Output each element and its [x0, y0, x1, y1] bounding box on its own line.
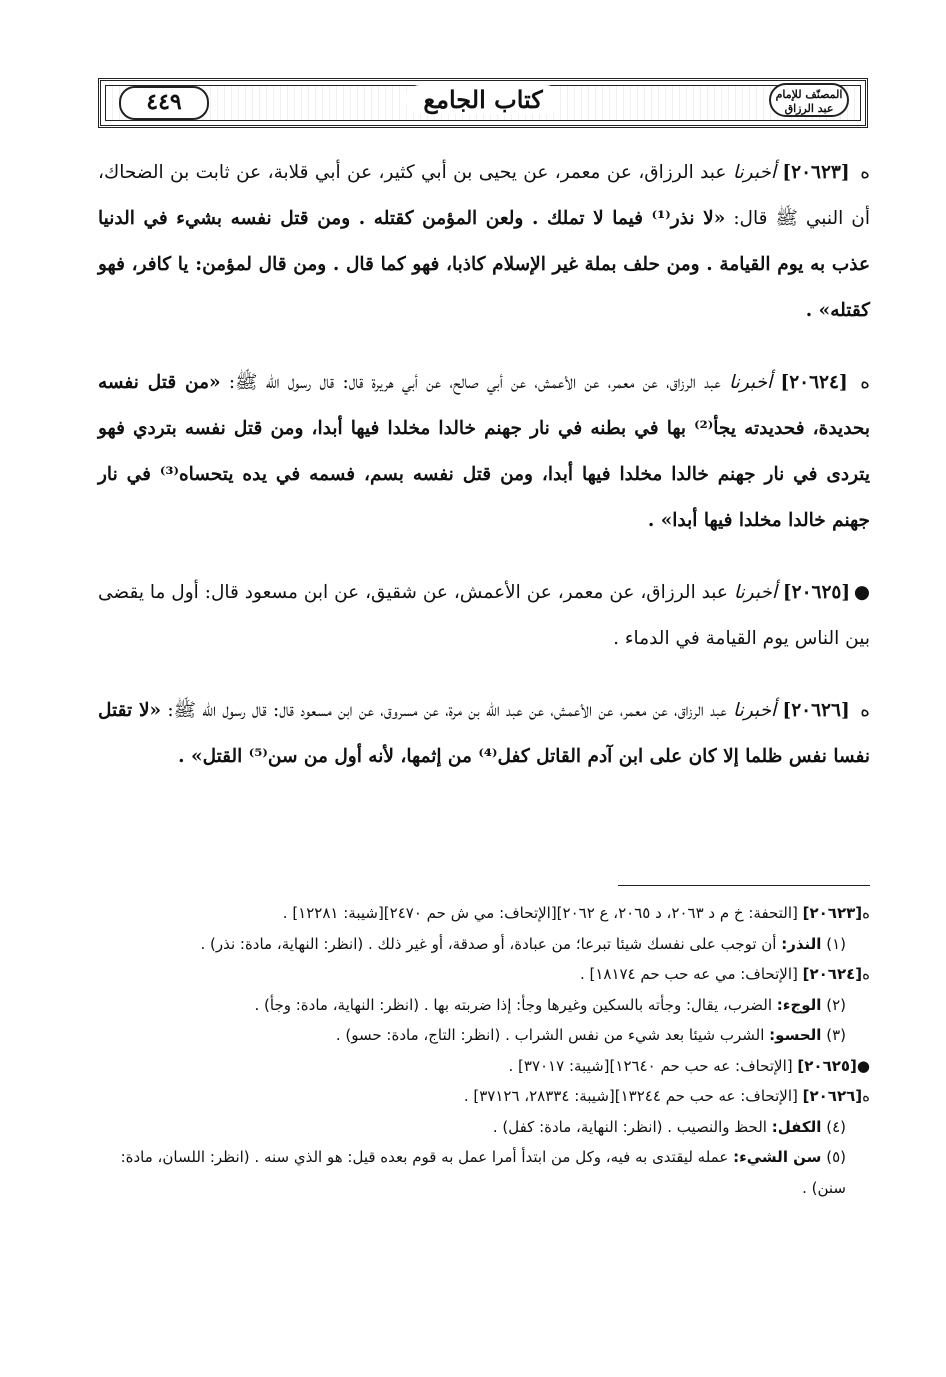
hadith-matn: «من قتل نفسه بحديدة، فحديدته يجأ⁽²⁾ بها في بطنه في نار جهنم خالدا مخلدا فيها أبدا، ومن قتل نفسه بتردي فهو يتردى في نار جهنم خالدا مخلدا فيها أبدا، ومن قتل نفسه بسم، فسمه في يده يتحساه⁽³⁾ في نار جهنم خالدا مخلدا فيها أبدا» . — [98, 372, 871, 531]
hadith-isnad: عبد الرزاق، عن معمر، عن الأعمش، عن عبد الله بن مرة، عن مسروق، عن ابن مسعود قال: قال رسول الله ﷺ: — [167, 700, 727, 721]
footnote-divider — [618, 885, 870, 886]
footnote-term: [٢٠٦٢٦] — [802, 1087, 863, 1105]
footnote-term: سن الشيء: — [733, 1148, 822, 1166]
footnote-term: الكفل: — [771, 1117, 822, 1136]
footnote-2 — [98, 990, 870, 1021]
footnote-4 — [98, 1112, 870, 1143]
footnote-ref-20625 — [98, 1051, 870, 1082]
footnote-text: [الإتحاف: عه حب حم ١٢٦٤٠][شيبة: ٣٧٠١٧] . — [508, 1056, 793, 1075]
page-header — [98, 78, 868, 128]
footnote-text: الضرب، يقال: وجأته بالسكين وغيرها وجأ: إذا ضربته بها . (انظر: النهاية، مادة: وجأ) . — [254, 995, 772, 1014]
hadith-intro: أخبرنا — [732, 162, 776, 183]
footnote-5 — [98, 1142, 870, 1203]
hadith-isnad: عبد الرزاق، عن معمر، عن الأعمش، عن أبي صالح، عن أبي هريرة قال: قال رسول الله ﷺ: — [228, 372, 721, 393]
hadith-marker: ه — [860, 162, 870, 183]
footnote-marker: (١) — [826, 934, 846, 953]
hadith-20626 — [98, 688, 870, 780]
footnote-term: الوجء: — [776, 995, 822, 1014]
hadith-isnad: عبد الرزاق، عن معمر، عن الأعمش، عن شقيق، عن ابن مسعود قال: — [204, 582, 728, 603]
footnote-text: الحظ والنصيب . (انظر: النهاية، مادة: كفل) . — [492, 1117, 767, 1136]
footnote-text: [الإتحاف: مي عه حب حم ١٨١٧٤] . — [579, 965, 798, 983]
footnote-marker: (٥) — [826, 1148, 846, 1166]
hadith-intro: أخبرنا — [729, 372, 773, 393]
footnote-term: الحسو: — [769, 1026, 822, 1044]
footnote-3 — [98, 1020, 870, 1051]
hadith-20623 — [98, 150, 870, 334]
hadith-number: [٢٠٦٢٦] — [782, 700, 850, 721]
footnote-term: [٢٠٦٢٥] — [797, 1056, 857, 1075]
hadith-number: [٢٠٦٢٣] — [782, 162, 850, 183]
main-text — [98, 150, 870, 806]
footnote-term: [٢٠٦٢٤] — [802, 965, 863, 983]
hadith-matn: «لا تقتل نفسا نفس ظلما إلا كان على ابن آدم القاتل كفل⁽⁴⁾ من إثمها، لأنه أول من سن⁽⁵⁾ القتل» . — [98, 700, 870, 767]
footnote-marker: (٤) — [826, 1117, 846, 1136]
hadith-20624 — [98, 360, 870, 544]
footnote-1 — [98, 929, 870, 960]
footnote-ref-20624 — [98, 959, 870, 990]
footnote-text: أن توجب على نفسك شيئا تبرعا؛ من عبادة، أو صدقة، أو غير ذلك . (انظر: النهاية، مادة: نذر) . — [200, 934, 777, 953]
footnote-marker: ● — [856, 1056, 870, 1075]
footnote-marker: ه — [862, 904, 870, 922]
hadith-intro: أخبرنا — [733, 700, 777, 721]
footnote-marker: ه — [862, 1087, 870, 1105]
publisher-logo: المصنّف للإمام عبد الرزاق — [769, 83, 849, 117]
hadith-isnad: عبد الرزاق، عن معمر، عن يحيى بن أبي كثير، عن أبي قلابة، عن ثابت بن الضحاك، أن النبي ﷺ قال: — [98, 162, 871, 229]
hadith-number: [٢٠٦٢٤] — [780, 372, 848, 393]
hadith-20625 — [98, 570, 870, 662]
page-number: ٤٤٩ — [119, 86, 209, 120]
footnote-term: النذر: — [781, 934, 822, 953]
footnote-text: [التحفة: خ م د ٢٠٦٣، د ٢٠٦٥، ع ٢٠٦٢][الإتحاف: مي ش حم ٢٤٧٠][شيبة: ١٢٢٨١] . — [282, 904, 798, 922]
footnote-marker: (٣) — [826, 1026, 846, 1044]
footnote-ref-20623 — [98, 898, 870, 929]
hadith-marker: ه — [860, 700, 870, 721]
footnote-text: الشرب شيئا بعد شيء من نفس الشراب . (انظر: التاج، مادة: حسو) . — [335, 1026, 765, 1044]
footnote-marker: ه — [862, 965, 870, 983]
footnote-text: عمله ليقتدى به فيه، وكل من ابتدأ أمرا عمل به قوم بعده قيل: هو الذي سنه . (انظر: اللسان، مادة: سنن) . — [120, 1148, 846, 1197]
footnote-term: [٢٠٦٢٣] — [802, 904, 863, 922]
hadith-number: [٢٠٦٢٥] — [782, 582, 851, 603]
hadith-matn: أول ما يقضى بين الناس يوم القيامة في الدماء . — [98, 582, 870, 649]
hadith-matn: «لا نذر⁽¹⁾ فيما لا تملك . ولعن المؤمن كقتله . ومن قتل نفسه بشيء في الدنيا عذب به يوم القيامة . ومن حلف بملة غير الإسلام كاذبا، فهو كما قال . ومن قال لمؤمن: يا كافر، فهو كقتله» . — [98, 208, 870, 321]
hadith-marker: ● — [853, 582, 871, 603]
hadith-marker: ه — [860, 372, 870, 393]
footnote-ref-20626 — [98, 1081, 870, 1112]
chapter-title: كتاب الجامع — [405, 85, 560, 114]
footnotes — [98, 898, 870, 1203]
footnote-marker: (٢) — [826, 995, 846, 1014]
footnote-text: [الإتحاف: عه حب حم ١٣٢٤٤][شيبة: ٢٨٣٣٤، ٣٧١٢٦] . — [463, 1087, 798, 1105]
hadith-intro: أخبرنا — [733, 582, 777, 603]
